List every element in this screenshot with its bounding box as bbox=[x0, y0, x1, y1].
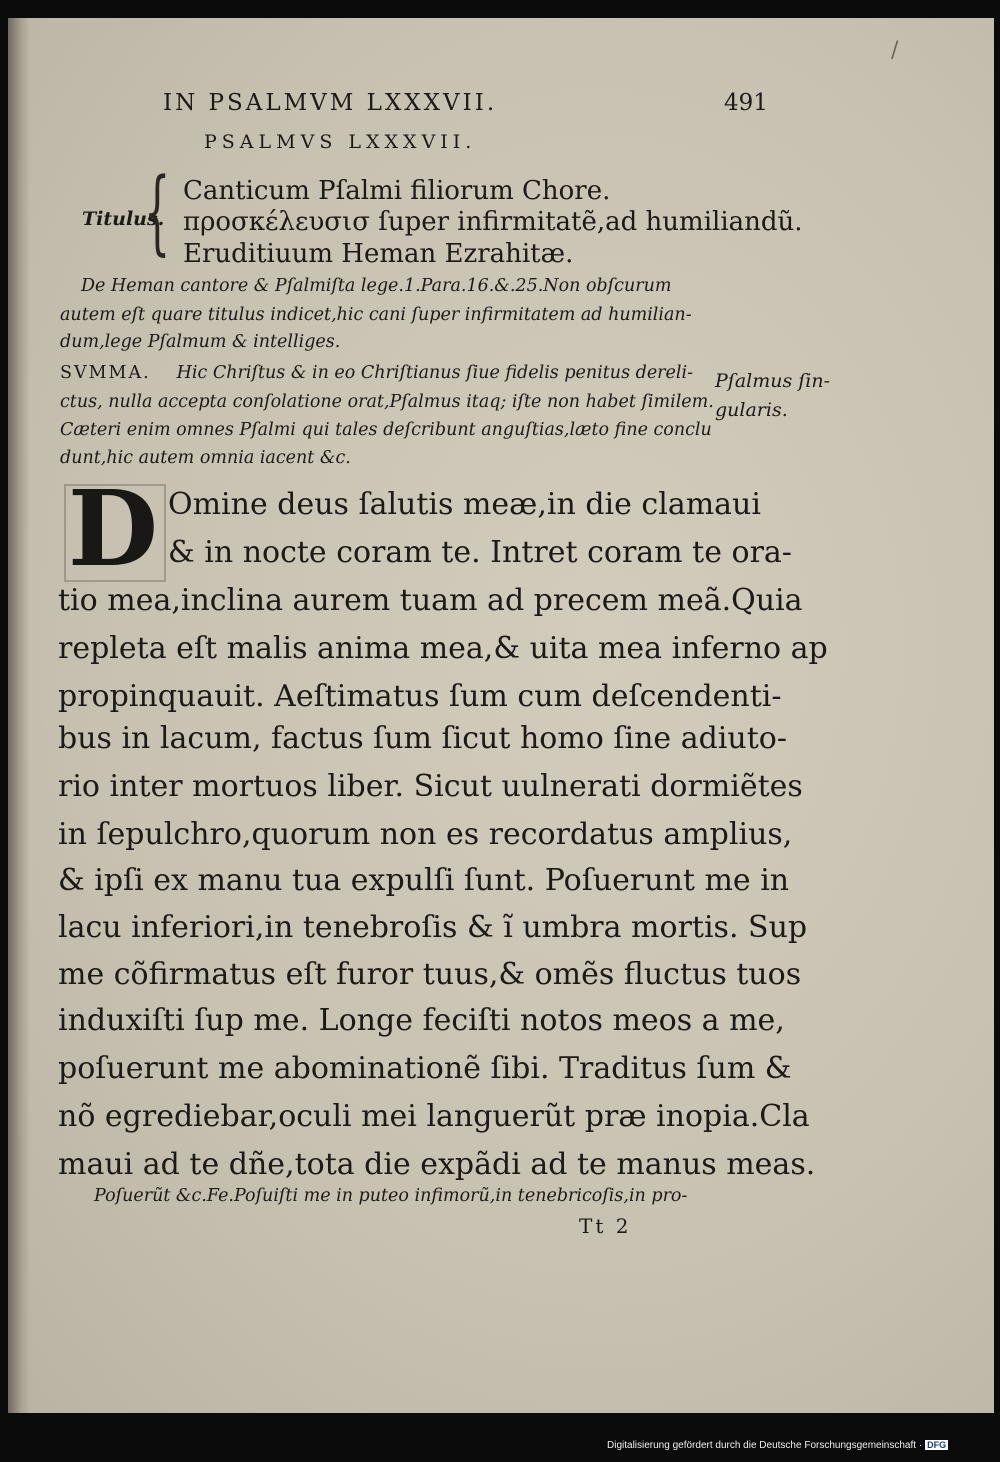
title-label: Titulus. bbox=[82, 208, 165, 230]
drop-cap-initial: D bbox=[67, 467, 159, 590]
psalm-text-line: & in nocte coram te. Intret coram te ora- bbox=[168, 535, 792, 570]
footnote: Poſuerũt &c.Fe.Poſuiſti me in puteo infimorũ,in tenebricoſis,in pro- bbox=[94, 1186, 688, 1206]
page-gutter bbox=[8, 18, 30, 1413]
summa-line bbox=[60, 363, 693, 383]
margin-note: gularis. bbox=[715, 399, 788, 421]
psalm-text-line: bus in lacum, factus ſum ſicut homo ſine adiuto- bbox=[58, 721, 787, 756]
margin-note: Pſalmus ſin- bbox=[715, 370, 831, 392]
psalm-text-line: maui ad te dñe,tota die expãdi ad te manus meas. bbox=[58, 1147, 816, 1182]
summa-line: dunt,hic autem omnia iacent &c. bbox=[60, 448, 351, 468]
psalm-text-line: Omine deus ſalutis meæ,in die clamaui bbox=[168, 487, 761, 522]
summa-text: Hic Chriſtus & in eo Chriſtianus ſiue fidelis penitus dereli- bbox=[176, 363, 694, 383]
title-line: Eruditiuum Heman Ezrahitæ. bbox=[183, 239, 574, 269]
psalm-text-line: repleta eſt malis anima mea,& uita mea inferno ap bbox=[58, 631, 828, 666]
psalm-text-line: induxiſti ſup me. Longe feciſti notos meos a me, bbox=[58, 1003, 785, 1038]
psalm-text-line: poſuerunt me abominationẽ ſibi. Traditus ſum & bbox=[58, 1051, 792, 1086]
psalm-text-line: & ipſi ex manu tua expulſi ſunt. Poſuerunt me in bbox=[58, 863, 790, 898]
summa-line: Cæteri enim omnes Pſalmi qui tales deſcribunt anguſtias,læto fine conclu bbox=[60, 420, 712, 440]
digitization-credit bbox=[607, 1440, 948, 1451]
title-line: προσκέλευσισ ſuper infirmitatẽ,ad humiliandũ. bbox=[183, 207, 803, 237]
credit-text: Digitalisierung gefördert durch die Deutsche Forschungsgemeinschaft · bbox=[607, 1440, 923, 1451]
title-line: Canticum Pſalmi filiorum Chore. bbox=[183, 176, 611, 206]
brace-icon: { bbox=[144, 158, 171, 265]
book-page bbox=[8, 18, 994, 1413]
corner-pencil-mark: / bbox=[891, 38, 899, 63]
psalm-heading: PSALMVS LXXXVII. bbox=[204, 131, 477, 153]
psalm-text-line: tio mea,inclina aurem tuam ad precem meã.Quia bbox=[58, 583, 803, 618]
psalm-text-line: rio inter mortuos liber. Sicut uulnerati dormiẽtes bbox=[58, 769, 803, 804]
commentary-line: dum,lege Pſalmum & intelliges. bbox=[60, 332, 341, 352]
psalm-text-line: propinquauit. Aeſtimatus ſum cum deſcendenti- bbox=[58, 679, 782, 714]
psalm-text-line: nõ egrediebar,oculi mei languerũt præ inopia.Cla bbox=[58, 1099, 810, 1134]
psalm-text-line: lacu inferiori,in tenebroſis & ĩ umbra mortis. Sup bbox=[58, 910, 808, 945]
running-head: IN PSALMVM LXXXVII. bbox=[163, 90, 498, 116]
summa-label: SVMMA. bbox=[60, 363, 151, 383]
psalm-text-line: in ſepulchro,quorum non es recordatus amplius, bbox=[58, 817, 793, 852]
signature-mark: Tt 2 bbox=[579, 1214, 632, 1238]
summa-line: ctus, nulla accepta conſolatione orat,Pſalmus itaq; iſte non habet ſimilem. bbox=[60, 392, 714, 412]
psalm-text-line: me cõfirmatus eſt furor tuus,& omẽs fluctus tuos bbox=[58, 957, 802, 992]
dfg-logo-icon[interactable]: DFG bbox=[927, 1440, 947, 1450]
commentary-line: autem eſt quare titulus indicet,hic cani ſuper infirmitatem ad humilian- bbox=[60, 305, 692, 325]
page-number: 491 bbox=[724, 90, 768, 116]
commentary-line: De Heman cantore & Pſalmiſta lege.1.Para.16.&.25.Non obſcurum bbox=[81, 276, 672, 296]
